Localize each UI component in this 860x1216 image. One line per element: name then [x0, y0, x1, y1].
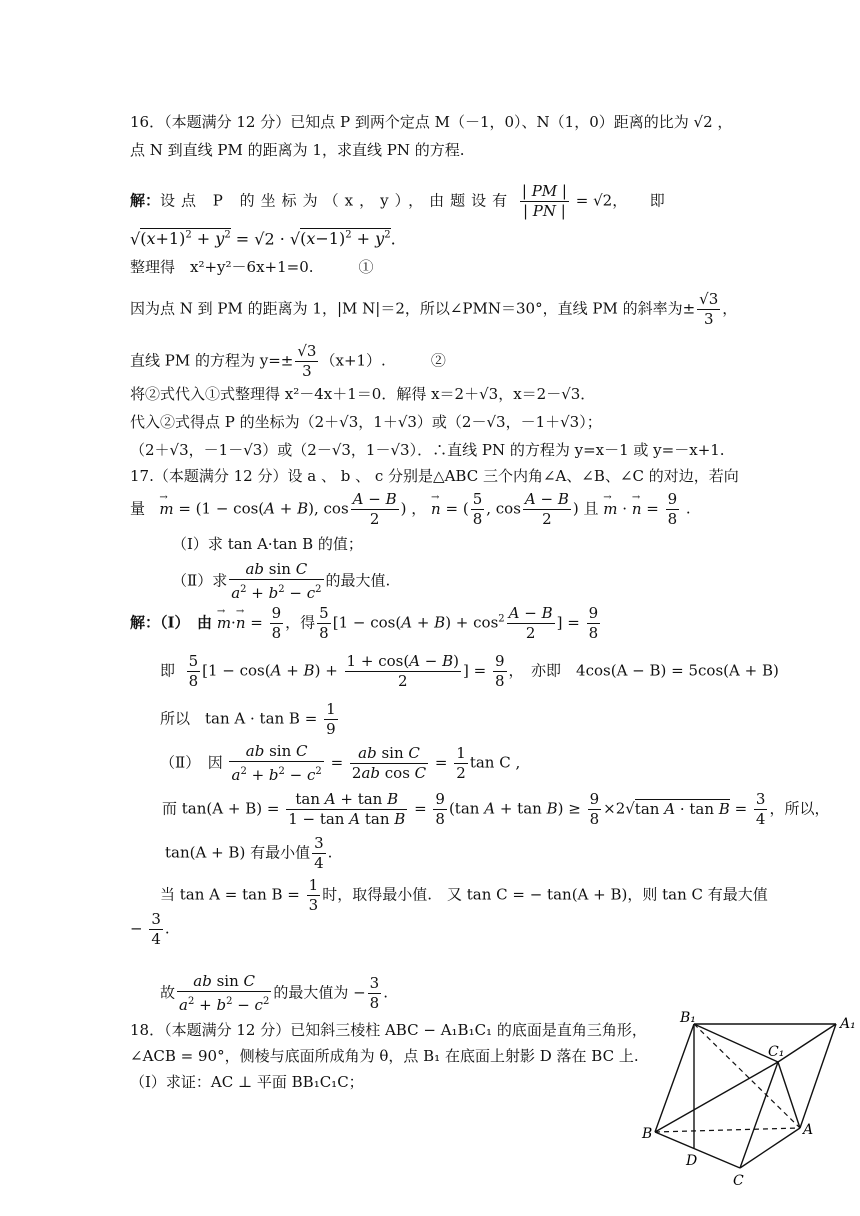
ratio-fraction: $\frac{| PM |}{| PN |}$	[521, 182, 567, 220]
q17-sol5: 而 tan(A + B) = $\frac{\text{tan A + tan B}}{\text{1 − tan A tan B}}$ = $\frac{9}{8}$ (tan A + tan B) ≥ $\frac{9}{8}$ ×2√tan A · tan B = $\frac{3}{4}$ ，所以，	[162, 790, 830, 828]
edge-c-a	[740, 1128, 800, 1168]
q17-sol5b: ，所以，	[769, 799, 830, 818]
edge-b-c	[655, 1132, 740, 1168]
q17-sol4a: （Ⅱ） 因	[160, 753, 223, 772]
label-d: D	[686, 1153, 698, 1169]
q17-sol4b: tan C ,	[469, 753, 521, 772]
q17-sol9b: 的最大值为 −	[273, 983, 366, 1002]
q17-sol1: 解：（Ⅰ） 由 → m·→ n = $\frac{9}{8}$ ，得 $\frac{5}{8}$ [$1 - \cos(A + B) + \cos^2$ $\frac{A - B}{2}$ ] = $\frac{9}{8}$	[130, 604, 602, 643]
q17-sol1-label: 解：（Ⅰ） 由	[130, 613, 213, 632]
q17-line2a: 量	[130, 499, 146, 518]
q16-sol7: 代入②式得点 P 的坐标为（2＋√3，1＋√3）或（2－√3，－1＋√3）；	[130, 413, 602, 431]
q16-sol4b: ，	[722, 299, 738, 318]
edge-b1-b	[655, 1024, 694, 1132]
q16-distance-equation: $√(x+1)^2 + y^2 = √2 \cdot √(x-1)^2 + y^2$.	[130, 229, 396, 249]
edge-c1-a	[778, 1062, 800, 1128]
q17-line1: 17.（本题满分 12 分）设 a 、 b 、 c 分别是△ABC 三个内角∠A、∠B、∠C 的对边，若向	[130, 467, 739, 485]
label-c1: C₁	[768, 1044, 785, 1060]
q16-sol3: 整理得 x²+y²－6x+1=0. ①	[130, 258, 374, 276]
q16-sol6: 将②式代入①式整理得 x²－4x＋1＝0．解得 x＝2＋√3，x＝2－√3．	[130, 385, 596, 403]
edge-b-a-dashed	[655, 1128, 800, 1132]
q17-sol1-mid: ，得	[285, 613, 316, 632]
slope-fraction: $\frac{√3}{3}$	[699, 290, 719, 328]
q17-sol6: tan(A + B) 有最小值 $\frac{3}{4}$ .	[165, 834, 333, 872]
label-b1: B₁	[680, 1010, 696, 1026]
q17-sol2a: 即	[160, 661, 176, 680]
label-b: B	[642, 1126, 653, 1142]
label-c: C	[733, 1173, 744, 1189]
q16-sol1-text: 设点 P 的坐标为（x，y），由题设有	[160, 191, 514, 210]
q17-sol8: − $\frac{3}{4}$ .	[130, 910, 170, 948]
q18-line1: 18．（本题满分 12 分）已知斜三棱柱 ABC − A₁B₁C₁ 的底面是直角三角形，	[130, 1021, 647, 1039]
q17-sol9c: .	[383, 983, 388, 1002]
q17-sol7a: 当 tan A = tan B =	[160, 885, 300, 904]
q17-sol7: 当 tan A = tan B = $\frac{1}{3}$ 时，取得最小值. 又 tan C = − tan(A + B)，则 tan C 有最大值	[160, 876, 768, 914]
q17-part2a: （Ⅱ）求	[172, 571, 228, 590]
q17-part2: （Ⅱ）求 $\frac{\text{ab sin C}}{a^2 + b^2 - c^2}$ 的最大值.	[172, 560, 391, 602]
q17-sol2: 即 $\frac{5}{8}$ [1 − cos(A + B) + $\frac{1 + \cos(A - B)}{2}$ ] = $\frac{9}{8}$ ， 亦即 4cos(A − B) = 5cos(A + B)	[160, 652, 779, 690]
edge-c1-a1	[778, 1024, 836, 1062]
q17-sol3-text: 所以 tan A · tan B =	[160, 709, 318, 728]
q18-line2: ∠ACB = 90°，侧棱与底面所成角为 θ，点 B₁ 在底面上射影 D 落在 BC 上.	[130, 1047, 639, 1065]
q17-sol6-text: tan(A + B) 有最小值	[165, 843, 311, 862]
q17-sol4: （Ⅱ） 因 $\frac{\text{ab sin C}}{a^2 + b^2 - c^2}$ = $\frac{\text{ab sin C}}{\text{2ab cos C}}$ = $\frac{1}{2}$ tan C ,	[160, 742, 521, 784]
pm-slope-fraction: $\frac{√3}{3}$	[297, 342, 317, 380]
label-a: A	[803, 1122, 814, 1138]
solution-label: 解：	[130, 191, 161, 210]
q16-line1: 16．（本题满分 12 分）已知点 P 到两个定点 M（－1，0）、N（1，0）距离的比为 √2 ，	[130, 113, 733, 131]
edge-a1-a	[800, 1024, 836, 1128]
edge-b-c1	[655, 1062, 778, 1132]
q16-sol1-tail: ， 即	[612, 191, 665, 210]
q17-sol2b: ， 亦即 4cos(A − B) = 5cos(A + B)	[508, 661, 779, 680]
q17-sol5a: 而 tan(A + B) =	[162, 799, 280, 818]
q16-period: .	[390, 229, 396, 249]
q16-sol4a: 因为点 N 到 PM 的距离为 1，|M N|＝2，所以∠PMN＝30°，直线 PM 的斜率为±	[130, 299, 696, 318]
q17-sol9a: 故	[160, 983, 176, 1002]
q17-vector-line: 量 → m = (1 − cos(A + B), cos $\frac{A - B}{2}$ ) ， → n = ( $\frac{5}{8}$ , cos $\frac{A - B}{2}$ ) 且 → m · → n = $\frac{9}{8}$ .	[130, 490, 691, 529]
q16-sol5	[130, 342, 446, 381]
q16-line2: 点 N 到直线 PM 的距离为 1，求直线 PN 的方程.	[130, 141, 465, 159]
q16-sol4	[130, 290, 737, 329]
q16-sol8: （2＋√3，－1－√3）或（2－√3，1－√3）．∴直线 PN 的方程为 y=x－1 或 y=－x+1.	[130, 441, 725, 459]
edge-b1-c1	[694, 1024, 778, 1062]
edge-b1-a-dashed	[694, 1024, 800, 1128]
q17-sol9: 故 $\frac{\text{ab sin C}}{a^2 + b^2 - c^2}$ 的最大值为 − $\frac{3}{8}$ .	[160, 972, 388, 1014]
edge-c1-c	[740, 1062, 778, 1168]
q17-sol3: 所以 tan A · tan B = $\frac{1}{9}$	[160, 700, 336, 738]
prism-figure	[640, 1010, 858, 1190]
q17-sol7b: 时，取得最小值. 又 tan C = − tan(A + B)，则 tan C 有最大值	[322, 885, 768, 904]
q17-part2b: 的最大值.	[325, 571, 391, 590]
q18-line3: （Ⅰ）求证：AC ⊥ 平面 BB₁C₁C；	[130, 1073, 364, 1091]
q16-sol5b: （x+1）. ②	[320, 351, 446, 370]
q16-sol5a: 直线 PM 的方程为 y=±	[130, 351, 294, 370]
label-a1: A₁	[840, 1016, 856, 1032]
q16-solution-line1: 解：设点 P 的坐标为（x，y），由题设有 $\frac{| PM |}{| PN |}$ = √2， 即	[130, 182, 665, 220]
q17-part1: （Ⅰ）求 tan A·tan B 的值；	[172, 535, 363, 553]
